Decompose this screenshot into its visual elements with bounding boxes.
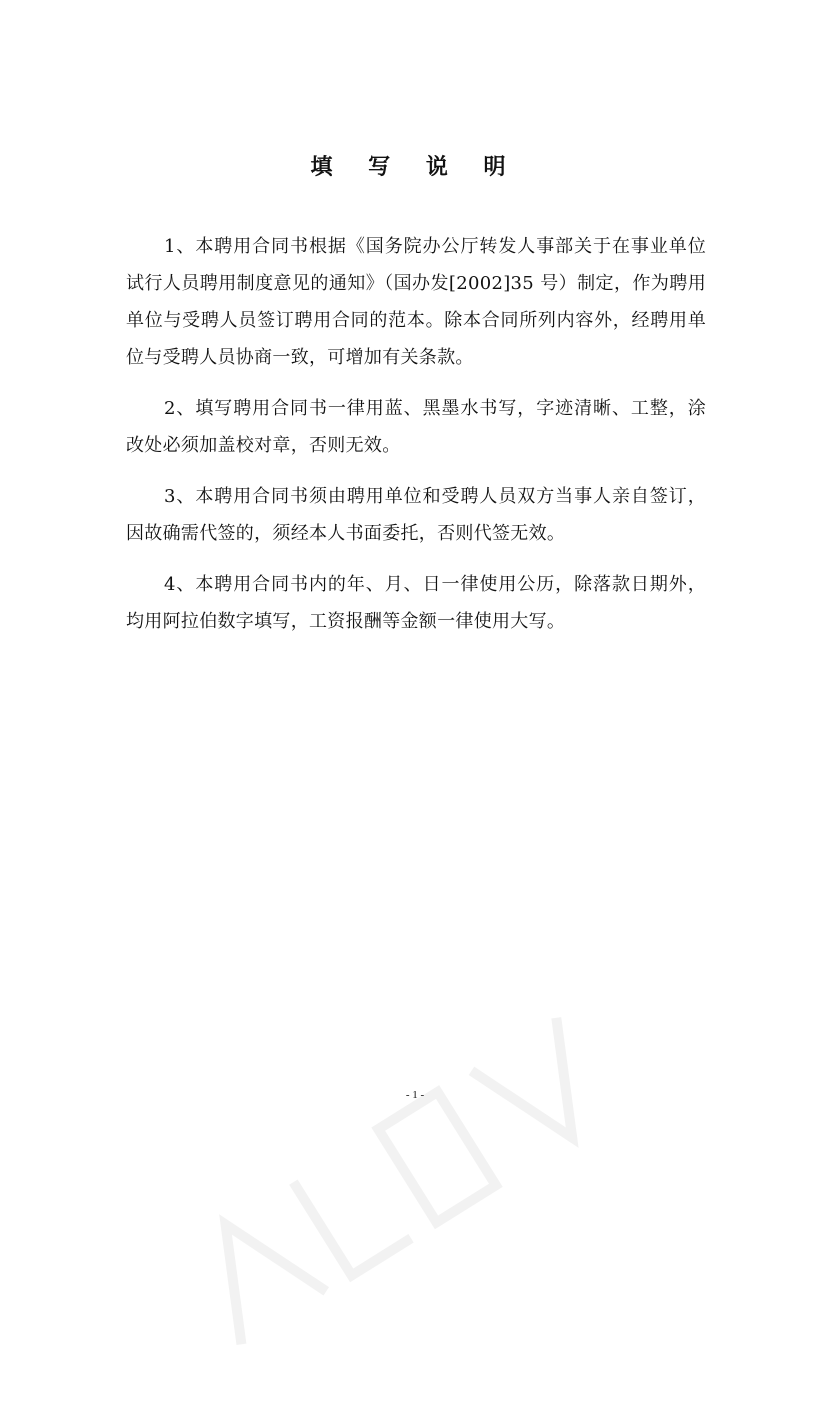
page-number: - 1 - <box>405 1089 425 1101</box>
instruction-paragraph-3: 3、本聘用合同书须由聘用单位和受聘人员双方当事人亲自签订，因故确需代签的，须经本人书面委托，否则代签无效。 <box>126 486 706 544</box>
instruction-paragraph-1: 1、本聘用合同书根据《国务院办公厅转发人事部关于在事业单位试行人员聘用制度意见的通知》（国办发[2002]35 号）制定，作为聘用单位与受聘人员签订聘用合同的范本。除本合同所列内容外，经聘用单位与受聘人员协商一致，可增加有关条款。 <box>126 236 706 368</box>
instruction-paragraph-4: 4、本聘用合同书内的年、月、日一律使用公历，除落款日期外，均用阿拉伯数字填写，工资报酬等金额一律使用大写。 <box>126 574 706 632</box>
page-title: 填 写 说 明 <box>310 155 520 180</box>
instructions-body <box>126 228 706 654</box>
watermark-graphic <box>137 957 684 1402</box>
instruction-paragraph-2: 2、填写聘用合同书一律用蓝、黑墨水书写，字迹清晰、工整，涂改处必须加盖校对章，否则无效。 <box>126 398 706 456</box>
